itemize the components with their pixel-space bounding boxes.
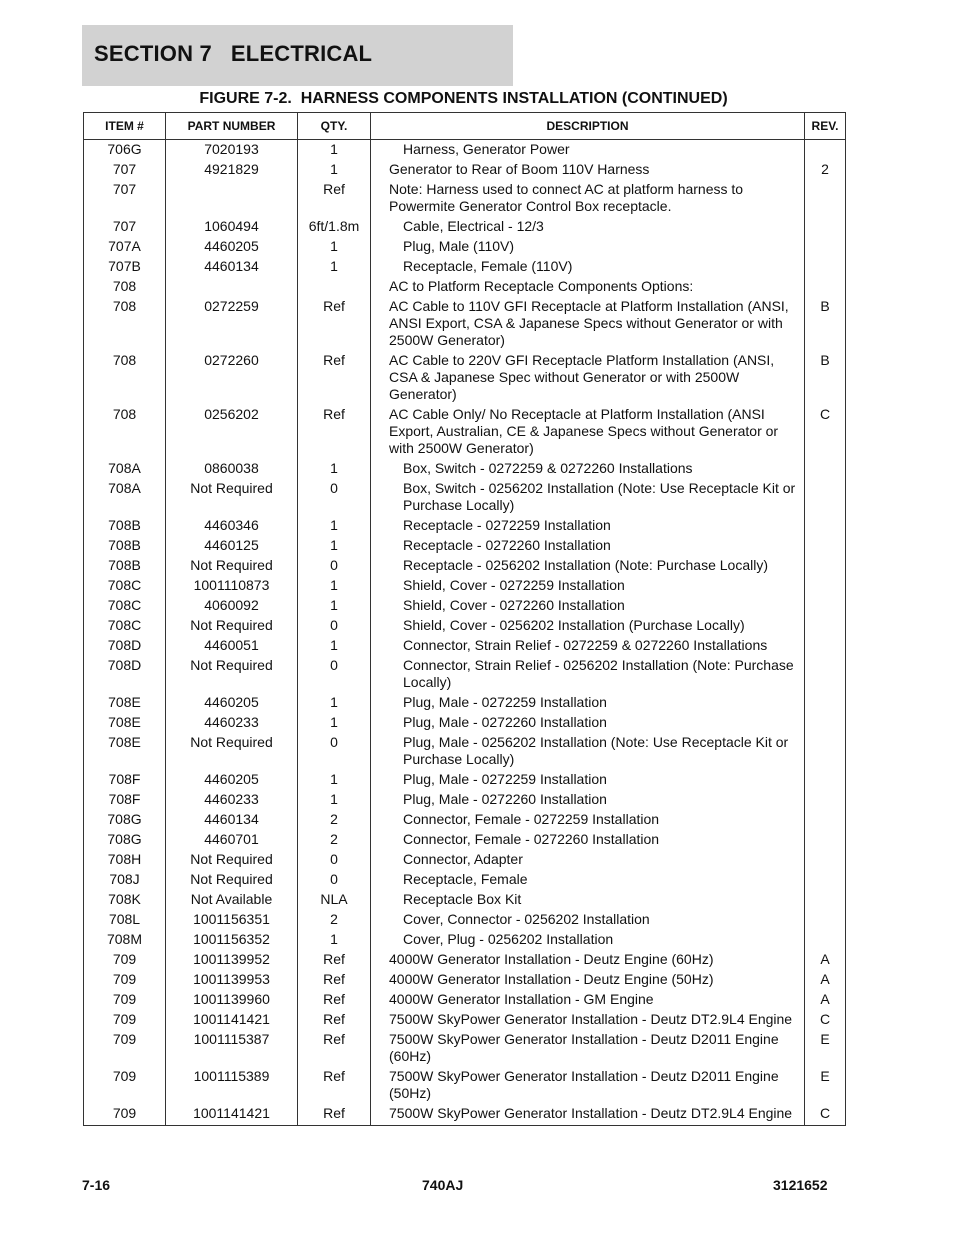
cell-rev — [805, 811, 846, 831]
cell-item: 708A — [84, 460, 166, 480]
cell-description: Receptacle - 0256202 Installation (Note: Purchase Locally) — [371, 557, 805, 577]
cell-rev — [805, 851, 846, 871]
cell-qty: Ref — [298, 181, 371, 218]
cell-description: Cable, Electrical - 12/3 — [371, 218, 805, 238]
cell-item: 708E — [84, 714, 166, 734]
cell-description: AC to Platform Receptacle Components Options: — [371, 278, 805, 298]
cell-description: Plug, Male - 0272259 Installation — [371, 694, 805, 714]
cell-rev: C — [805, 1011, 846, 1031]
cell-qty: Ref — [298, 1031, 371, 1068]
cell-item: 708B — [84, 517, 166, 537]
cell-rev — [805, 181, 846, 218]
cell-rev — [805, 577, 846, 597]
cell-description: 7500W SkyPower Generator Installation - Deutz DT2.9L4 Engine — [371, 1011, 805, 1031]
cell-description: Receptacle, Female — [371, 871, 805, 891]
table-row — [84, 480, 846, 517]
cell-description: Plug, Male - 0272260 Installation — [371, 791, 805, 811]
cell-item: 709 — [84, 971, 166, 991]
cell-qty: 1 — [298, 791, 371, 811]
cell-part-number: 7020193 — [166, 140, 298, 162]
cell-description: Receptacle - 0272260 Installation — [371, 537, 805, 557]
cell-rev — [805, 278, 846, 298]
cell-description: Box, Switch - 0272259 & 0272260 Installations — [371, 460, 805, 480]
cell-qty: 1 — [298, 694, 371, 714]
cell-part-number: Not Required — [166, 657, 298, 694]
cell-rev — [805, 537, 846, 557]
cell-part-number: 4460701 — [166, 831, 298, 851]
table-row — [84, 851, 846, 871]
cell-qty: 1 — [298, 714, 371, 734]
parts-table — [83, 112, 846, 1126]
table-row — [84, 140, 846, 162]
cell-item: 708 — [84, 298, 166, 352]
cell-part-number: 0256202 — [166, 406, 298, 460]
table-row — [84, 891, 846, 911]
table-row — [84, 771, 846, 791]
table-row — [84, 460, 846, 480]
cell-description: Plug, Male (110V) — [371, 238, 805, 258]
cell-rev — [805, 597, 846, 617]
cell-item: 708L — [84, 911, 166, 931]
cell-item: 708F — [84, 791, 166, 811]
cell-qty: 2 — [298, 911, 371, 931]
table-row — [84, 871, 846, 891]
table-row — [84, 991, 846, 1011]
cell-qty: 1 — [298, 537, 371, 557]
cell-qty: 0 — [298, 480, 371, 517]
cell-description: Harness, Generator Power — [371, 140, 805, 162]
cell-part-number: 1001139960 — [166, 991, 298, 1011]
cell-part-number — [166, 181, 298, 218]
cell-qty: Ref — [298, 298, 371, 352]
table-row — [84, 258, 846, 278]
table-row — [84, 931, 846, 951]
cell-item: 708K — [84, 891, 166, 911]
table-row — [84, 694, 846, 714]
cell-part-number: 4460205 — [166, 771, 298, 791]
cell-rev — [805, 931, 846, 951]
cell-part-number: 1001141421 — [166, 1105, 298, 1126]
cell-qty: 0 — [298, 871, 371, 891]
cell-part-number: Not Required — [166, 734, 298, 771]
cell-part-number: 4921829 — [166, 161, 298, 181]
cell-description: Connector, Adapter — [371, 851, 805, 871]
cell-description: AC Cable to 110V GFI Receptacle at Platform Installation (ANSI, ANSI Export, CSA & Japanese Specs without Generator or with 2500W Generator) — [371, 298, 805, 352]
cell-rev — [805, 734, 846, 771]
cell-item: 708J — [84, 871, 166, 891]
header-item: ITEM # — [84, 113, 166, 140]
cell-description: Cover, Plug - 0256202 Installation — [371, 931, 805, 951]
cell-qty: 2 — [298, 831, 371, 851]
table-row — [84, 831, 846, 851]
cell-qty: 1 — [298, 931, 371, 951]
table-row — [84, 637, 846, 657]
cell-item: 708F — [84, 771, 166, 791]
table-row — [84, 1031, 846, 1068]
cell-rev — [805, 517, 846, 537]
cell-part-number: 4460205 — [166, 694, 298, 714]
cell-rev: E — [805, 1068, 846, 1105]
cell-part-number: Not Required — [166, 851, 298, 871]
cell-item: 708C — [84, 617, 166, 637]
cell-item: 708A — [84, 480, 166, 517]
cell-item: 708B — [84, 557, 166, 577]
table-body — [84, 140, 846, 1126]
cell-rev — [805, 238, 846, 258]
table-row — [84, 791, 846, 811]
cell-description: 4000W Generator Installation - GM Engine — [371, 991, 805, 1011]
cell-part-number — [166, 278, 298, 298]
cell-item: 707 — [84, 161, 166, 181]
cell-description: Shield, Cover - 0272259 Installation — [371, 577, 805, 597]
header-part-number: PART NUMBER — [166, 113, 298, 140]
cell-rev — [805, 637, 846, 657]
table-row — [84, 1011, 846, 1031]
cell-rev — [805, 911, 846, 931]
footer-doc-number: 3121652 — [773, 1177, 828, 1193]
cell-item: 709 — [84, 1068, 166, 1105]
cell-description: 4000W Generator Installation - Deutz Engine (50Hz) — [371, 971, 805, 991]
cell-item: 707 — [84, 218, 166, 238]
cell-description: Connector, Strain Relief - 0256202 Installation (Note: Purchase Locally) — [371, 657, 805, 694]
cell-part-number: 1001141421 — [166, 1011, 298, 1031]
cell-item: 708D — [84, 637, 166, 657]
cell-qty: Ref — [298, 1068, 371, 1105]
cell-rev — [805, 258, 846, 278]
cell-qty — [298, 278, 371, 298]
table-row — [84, 1105, 846, 1126]
cell-qty: Ref — [298, 406, 371, 460]
cell-item: 706G — [84, 140, 166, 162]
cell-rev: A — [805, 951, 846, 971]
cell-item: 707B — [84, 258, 166, 278]
cell-qty: Ref — [298, 951, 371, 971]
cell-qty: NLA — [298, 891, 371, 911]
cell-rev — [805, 557, 846, 577]
table-row — [84, 577, 846, 597]
cell-rev: C — [805, 1105, 846, 1126]
table-row — [84, 951, 846, 971]
cell-item: 709 — [84, 1031, 166, 1068]
section-title: SECTION 7 ELECTRICAL — [94, 41, 373, 66]
cell-rev — [805, 831, 846, 851]
cell-description: Generator to Rear of Boom 110V Harness — [371, 161, 805, 181]
cell-item: 708E — [84, 694, 166, 714]
cell-qty: 1 — [298, 140, 371, 162]
cell-item: 708 — [84, 278, 166, 298]
cell-description: Cover, Connector - 0256202 Installation — [371, 911, 805, 931]
cell-qty: 1 — [298, 460, 371, 480]
cell-item: 708 — [84, 352, 166, 406]
cell-part-number: 1001110873 — [166, 577, 298, 597]
cell-qty: 0 — [298, 657, 371, 694]
cell-description: 7500W SkyPower Generator Installation - Deutz DT2.9L4 Engine — [371, 1105, 805, 1126]
table-row — [84, 811, 846, 831]
table-row — [84, 181, 846, 218]
cell-description: Box, Switch - 0256202 Installation (Note: Use Receptacle Kit or Purchase Locally) — [371, 480, 805, 517]
table-row — [84, 971, 846, 991]
cell-part-number: 4460134 — [166, 258, 298, 278]
cell-part-number: 1001139953 — [166, 971, 298, 991]
cell-description: Plug, Male - 0272259 Installation — [371, 771, 805, 791]
table-row — [84, 1068, 846, 1105]
cell-part-number: 4460134 — [166, 811, 298, 831]
cell-qty: 1 — [298, 597, 371, 617]
cell-description: Note: Harness used to connect AC at platform harness to Powermite Generator Control Box receptacle. — [371, 181, 805, 218]
cell-qty: 6ft/1.8m — [298, 218, 371, 238]
cell-qty: 0 — [298, 734, 371, 771]
cell-item: 708 — [84, 406, 166, 460]
cell-rev: 2 — [805, 161, 846, 181]
cell-part-number: Not Required — [166, 480, 298, 517]
table-row — [84, 298, 846, 352]
table-row — [84, 352, 846, 406]
cell-qty: 0 — [298, 557, 371, 577]
cell-description: Shield, Cover - 0272260 Installation — [371, 597, 805, 617]
table-row — [84, 617, 846, 637]
cell-item: 709 — [84, 1011, 166, 1031]
cell-rev: B — [805, 352, 846, 406]
cell-part-number: 1001115389 — [166, 1068, 298, 1105]
cell-item: 708M — [84, 931, 166, 951]
cell-part-number: 0272260 — [166, 352, 298, 406]
cell-qty: Ref — [298, 1011, 371, 1031]
figure-title: FIGURE 7-2. HARNESS COMPONENTS INSTALLATION (CONTINUED) — [199, 90, 728, 107]
cell-part-number: 1001139952 — [166, 951, 298, 971]
table-row — [84, 657, 846, 694]
cell-rev — [805, 480, 846, 517]
table-row — [84, 278, 846, 298]
cell-part-number: 4460233 — [166, 791, 298, 811]
cell-part-number: 1001156351 — [166, 911, 298, 931]
cell-qty: Ref — [298, 971, 371, 991]
footer-model: 740AJ — [422, 1177, 464, 1193]
cell-qty: 2 — [298, 811, 371, 831]
cell-part-number: 4460051 — [166, 637, 298, 657]
cell-part-number: 4460233 — [166, 714, 298, 734]
cell-item: 707A — [84, 238, 166, 258]
cell-part-number: 0272259 — [166, 298, 298, 352]
cell-rev — [805, 460, 846, 480]
table-row — [84, 714, 846, 734]
cell-rev — [805, 871, 846, 891]
cell-rev: B — [805, 298, 846, 352]
cell-qty: 1 — [298, 161, 371, 181]
cell-description: AC Cable to 220V GFI Receptacle Platform Installation (ANSI, CSA & Japanese Spec without Generator or with 2500W Generator) — [371, 352, 805, 406]
cell-qty: Ref — [298, 1105, 371, 1126]
cell-qty: 0 — [298, 617, 371, 637]
cell-qty: 1 — [298, 238, 371, 258]
cell-part-number: 1060494 — [166, 218, 298, 238]
cell-rev: E — [805, 1031, 846, 1068]
cell-part-number: 4460346 — [166, 517, 298, 537]
cell-item: 708E — [84, 734, 166, 771]
cell-part-number: Not Required — [166, 871, 298, 891]
cell-item: 708B — [84, 537, 166, 557]
cell-description: Receptacle, Female (110V) — [371, 258, 805, 278]
table-row — [84, 406, 846, 460]
cell-item: 708C — [84, 597, 166, 617]
header-qty: QTY. — [298, 113, 371, 140]
cell-qty: Ref — [298, 991, 371, 1011]
cell-part-number: Not Required — [166, 617, 298, 637]
cell-description: 4000W Generator Installation - Deutz Engine (60Hz) — [371, 951, 805, 971]
cell-item: 709 — [84, 951, 166, 971]
cell-rev — [805, 617, 846, 637]
cell-description: Connector, Female - 0272260 Installation — [371, 831, 805, 851]
cell-part-number: 4460125 — [166, 537, 298, 557]
cell-qty: 1 — [298, 637, 371, 657]
cell-qty: 1 — [298, 517, 371, 537]
cell-item: 708G — [84, 831, 166, 851]
cell-rev — [805, 218, 846, 238]
cell-part-number: 4460205 — [166, 238, 298, 258]
cell-rev: C — [805, 406, 846, 460]
table-row — [84, 517, 846, 537]
cell-description: Plug, Male - 0256202 Installation (Note: Use Receptacle Kit or Purchase Locally) — [371, 734, 805, 771]
cell-part-number: 4060092 — [166, 597, 298, 617]
cell-qty: Ref — [298, 352, 371, 406]
cell-item: 709 — [84, 991, 166, 1011]
cell-rev — [805, 657, 846, 694]
cell-part-number: 0860038 — [166, 460, 298, 480]
cell-rev — [805, 140, 846, 162]
cell-rev: A — [805, 971, 846, 991]
header-description: DESCRIPTION — [371, 113, 805, 140]
cell-part-number: Not Available — [166, 891, 298, 911]
cell-item: 708D — [84, 657, 166, 694]
cell-rev — [805, 694, 846, 714]
table-row — [84, 734, 846, 771]
table-row — [84, 911, 846, 931]
cell-rev — [805, 714, 846, 734]
table-header-row — [84, 113, 846, 140]
table-row — [84, 557, 846, 577]
cell-part-number: 1001115387 — [166, 1031, 298, 1068]
cell-item: 708G — [84, 811, 166, 831]
cell-description: Receptacle - 0272259 Installation — [371, 517, 805, 537]
section-header — [82, 25, 513, 86]
cell-item: 708H — [84, 851, 166, 871]
cell-rev — [805, 891, 846, 911]
cell-part-number: 1001156352 — [166, 931, 298, 951]
table-row — [84, 218, 846, 238]
cell-qty: 1 — [298, 258, 371, 278]
cell-rev — [805, 771, 846, 791]
cell-rev: A — [805, 991, 846, 1011]
cell-description: Receptacle Box Kit — [371, 891, 805, 911]
table-row — [84, 597, 846, 617]
cell-part-number: Not Required — [166, 557, 298, 577]
cell-item: 708C — [84, 577, 166, 597]
cell-description: Shield, Cover - 0256202 Installation (Purchase Locally) — [371, 617, 805, 637]
table-row — [84, 161, 846, 181]
cell-rev — [805, 791, 846, 811]
table-row — [84, 537, 846, 557]
cell-description: 7500W SkyPower Generator Installation - Deutz D2011 Engine (50Hz) — [371, 1068, 805, 1105]
cell-item: 709 — [84, 1105, 166, 1126]
cell-qty: 0 — [298, 851, 371, 871]
header-rev: REV. — [805, 113, 846, 140]
cell-description: AC Cable Only/ No Receptacle at Platform Installation (ANSI Export, Australian, CE & Japanese Specs without Generator or with 2500W Generator) — [371, 406, 805, 460]
cell-item: 707 — [84, 181, 166, 218]
cell-description: Connector, Strain Relief - 0272259 & 0272260 Installations — [371, 637, 805, 657]
cell-qty: 1 — [298, 577, 371, 597]
cell-qty: 1 — [298, 771, 371, 791]
cell-description: 7500W SkyPower Generator Installation - Deutz D2011 Engine (60Hz) — [371, 1031, 805, 1068]
table-row — [84, 238, 846, 258]
cell-description: Plug, Male - 0272260 Installation — [371, 714, 805, 734]
cell-description: Connector, Female - 0272259 Installation — [371, 811, 805, 831]
footer-page-number: 7-16 — [82, 1177, 111, 1193]
